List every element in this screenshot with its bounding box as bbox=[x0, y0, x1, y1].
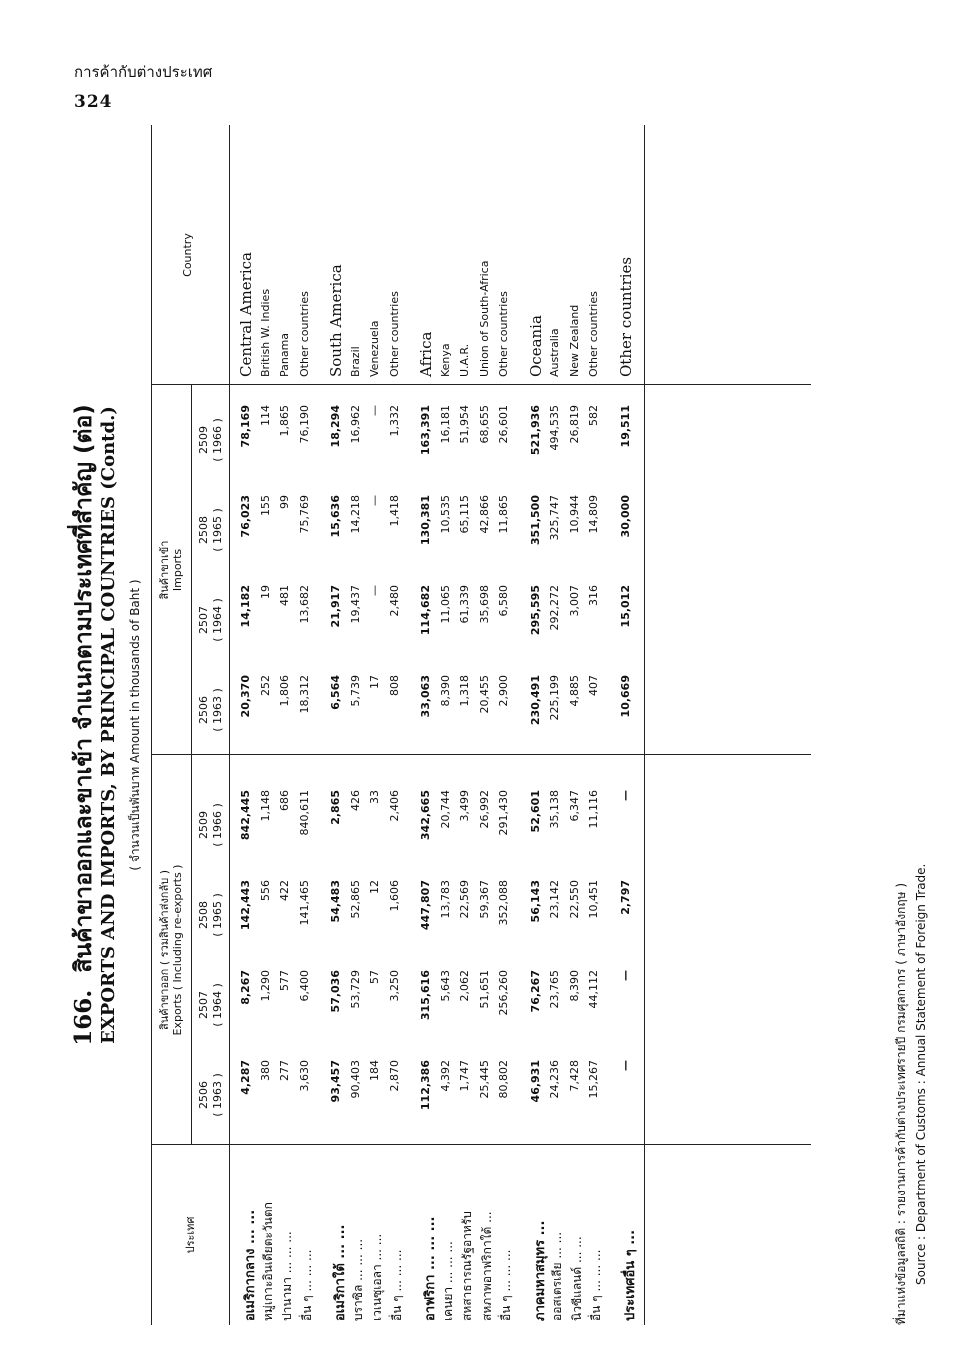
table-cell: 11,065 bbox=[438, 585, 452, 624]
row-label-en: Other countries bbox=[387, 291, 401, 377]
table-cell: 3,499 bbox=[458, 790, 471, 822]
table-cell: 19,437 bbox=[348, 585, 362, 624]
table-cell: 93,457 bbox=[329, 1060, 342, 1103]
table-cell: 20,744 bbox=[438, 790, 452, 829]
rotated-page bbox=[66, 125, 946, 1325]
table-cell: 582 bbox=[587, 405, 600, 426]
row-label-en: British W. Indies bbox=[258, 288, 272, 377]
row-label-en: U.A.R. bbox=[458, 343, 471, 377]
table-cell: 2,480 bbox=[387, 585, 401, 617]
table-cell: 1,865 bbox=[278, 405, 291, 437]
table-cell: 225,199 bbox=[548, 675, 561, 721]
row-label-en: Oceania bbox=[526, 315, 545, 377]
section-header: การค้ากับต่างประเทศ bbox=[74, 63, 213, 81]
row-label-en: Other countries bbox=[297, 291, 311, 377]
year-header: 2509 bbox=[197, 811, 210, 839]
table-cell: 76,190 bbox=[297, 405, 311, 444]
imports-sub-rule bbox=[191, 385, 192, 755]
row-label-en: Central America bbox=[237, 252, 255, 377]
table-cell: 18,312 bbox=[297, 675, 311, 714]
table-cell: 1,290 bbox=[258, 970, 272, 1002]
table-cell: 8,267 bbox=[239, 970, 252, 1005]
table-cell: 19 bbox=[258, 585, 272, 599]
table-cell: 20,455 bbox=[477, 675, 491, 714]
table-cell: 494,535 bbox=[548, 405, 561, 451]
table-cell: 52,601 bbox=[528, 790, 542, 833]
table-cell: 2,062 bbox=[458, 970, 471, 1002]
table-cell: 352,088 bbox=[497, 880, 510, 926]
table-cell: 90,403 bbox=[348, 1060, 362, 1099]
table-cell: 6,347 bbox=[567, 790, 581, 822]
table-cell: 292,272 bbox=[548, 585, 561, 631]
table-cell: 12 bbox=[368, 880, 381, 894]
table-cell: 277 bbox=[278, 1060, 291, 1081]
table-cell: 44,112 bbox=[587, 970, 600, 1009]
table-cell: 4,287 bbox=[239, 1060, 252, 1095]
table-cell: 26,819 bbox=[567, 405, 581, 444]
table-cell: 78,169 bbox=[239, 405, 252, 448]
table-cell: 4,392 bbox=[438, 1060, 452, 1092]
row-label-thai: อเมริกาใต้ ... ... bbox=[333, 1224, 348, 1321]
table-cell: 53,729 bbox=[348, 970, 362, 1009]
table-cell: 295,595 bbox=[528, 585, 542, 636]
table-cell: 16,962 bbox=[348, 405, 362, 444]
table-cell: 130,381 bbox=[419, 495, 432, 546]
table-cell: 521,936 bbox=[528, 405, 542, 456]
table-cell: 141,465 bbox=[297, 880, 311, 926]
year-header-ce: ( 1966 ) bbox=[211, 418, 224, 462]
table-cell: 23,142 bbox=[548, 880, 561, 919]
row-label-en: Other countries bbox=[587, 291, 600, 377]
row-label-thai: ประเทศอื่น ๆ ... bbox=[622, 1229, 638, 1321]
table-cell: 686 bbox=[278, 790, 291, 811]
table-cell: 1,418 bbox=[387, 495, 401, 527]
table-cell: 10,944 bbox=[567, 495, 581, 534]
table-cell: 76,267 bbox=[528, 970, 542, 1013]
table-cell: 14,182 bbox=[239, 585, 252, 628]
table-cell: 2,406 bbox=[387, 790, 401, 822]
table-number: 166. bbox=[70, 989, 97, 1046]
row-label-en: New Zealand bbox=[567, 304, 581, 377]
table-cell: 184 bbox=[368, 1060, 381, 1081]
country-en-header: Country bbox=[181, 233, 194, 277]
table-cell: 26,601 bbox=[497, 405, 510, 444]
table-cell: 11,865 bbox=[497, 495, 510, 534]
exports-en-header: Exports ( Including re-exports ) bbox=[171, 864, 184, 1036]
table-cell: 80,802 bbox=[497, 1060, 510, 1099]
table-cell: 163,391 bbox=[419, 405, 432, 456]
row-label-thai: เวเนซุเอลา ... ... bbox=[370, 1233, 384, 1321]
table-cell: 252 bbox=[258, 675, 272, 696]
table-cell: 13,682 bbox=[297, 585, 311, 624]
col-divider bbox=[151, 384, 811, 385]
year-header: 2507 bbox=[197, 606, 210, 634]
table-cell: — bbox=[618, 970, 632, 981]
table-cell: 6,400 bbox=[297, 970, 311, 1002]
year-header: 2506 bbox=[197, 696, 210, 724]
table-cell: 1,606 bbox=[387, 880, 401, 912]
table-cell: 3,250 bbox=[387, 970, 401, 1002]
table-cell: 17 bbox=[368, 675, 381, 689]
table-cell: — bbox=[368, 405, 381, 416]
year-header-ce: ( 1966 ) bbox=[211, 803, 224, 847]
table-cell: 15,267 bbox=[587, 1060, 600, 1099]
table-cell: 3,007 bbox=[567, 585, 581, 617]
table-cell: 422 bbox=[278, 880, 291, 901]
imports-thai-header: สินค้าขาเข้า bbox=[158, 540, 171, 600]
page-number: 324 bbox=[74, 92, 113, 112]
year-header: 2507 bbox=[197, 991, 210, 1019]
table-cell: 3,630 bbox=[297, 1060, 311, 1092]
row-label-en: Union of South-Africa bbox=[477, 260, 491, 377]
title-english: EXPORTS AND IMPORTS, BY PRINCIPAL COUNTRIES (Contd.) bbox=[98, 406, 119, 1044]
table-bottom-rule bbox=[644, 125, 645, 1325]
table-cell: 21,917 bbox=[329, 585, 342, 628]
table-cell: 291,430 bbox=[497, 790, 510, 836]
row-label-thai: ปานามา ... ... ... bbox=[280, 1231, 294, 1321]
table-top-rule bbox=[151, 125, 152, 1325]
row-label-thai: อื่น ๆ ... ... ... bbox=[499, 1249, 513, 1321]
table-title bbox=[66, 125, 102, 1325]
row-label-thai: อเมริกากลาง ... ... bbox=[243, 1209, 258, 1321]
table-cell: 13,783 bbox=[438, 880, 452, 919]
row-label-thai: อาฟริกา ... ... ... bbox=[423, 1216, 438, 1321]
table-cell: 52,865 bbox=[348, 880, 362, 919]
table-cell: 23,765 bbox=[548, 970, 561, 1009]
table-cell: — bbox=[618, 790, 632, 801]
table-cell: 11,116 bbox=[587, 790, 600, 829]
exports-thai-header: สินค้าขาออก ( รวมสินค้าส่งกลับ ) bbox=[158, 870, 171, 1030]
table-cell: 351,500 bbox=[528, 495, 542, 546]
table-cell: 42,866 bbox=[477, 495, 491, 534]
table-cell: 54,483 bbox=[329, 880, 342, 923]
table-cell: 5,739 bbox=[348, 675, 362, 707]
source-thai: ที่มาแห่งข้อมูลสถิติ : รายงานการค้ากับต่างประเทศรายปี กรมศุลกากร ( ภาษาอังกฤษ ) bbox=[894, 883, 908, 1325]
table-cell: 65,115 bbox=[458, 495, 471, 534]
table-cell: 19,511 bbox=[618, 405, 632, 448]
year-header-ce: ( 1963 ) bbox=[211, 1073, 224, 1117]
table-cell: 76,023 bbox=[239, 495, 252, 538]
header-bottom-rule bbox=[229, 125, 230, 1325]
table-cell: 556 bbox=[258, 880, 272, 901]
row-label-thai: สหสาธารณรัฐอาหรับ bbox=[460, 1211, 474, 1321]
title-thai: สินค้าขาออกและขาเข้า จำแนกตามประเทศที่สำคัญ (ต่อ) bbox=[71, 404, 97, 973]
table-cell: 75,769 bbox=[297, 495, 311, 534]
table-cell: 61,339 bbox=[458, 585, 471, 624]
row-label-en: South America bbox=[327, 264, 345, 377]
table-cell: 22,550 bbox=[567, 880, 581, 919]
table-cell: 316 bbox=[587, 585, 600, 606]
table-cell: 15,012 bbox=[618, 585, 632, 628]
row-label-en: Other countries bbox=[497, 291, 510, 377]
year-header: 2509 bbox=[197, 426, 210, 454]
table-cell: 4,885 bbox=[567, 675, 581, 707]
table-cell: 842,445 bbox=[239, 790, 252, 841]
table-cell: 380 bbox=[258, 1060, 272, 1081]
table-cell: 256,260 bbox=[497, 970, 510, 1016]
row-label-thai: อื่น ๆ ... ... ... bbox=[299, 1249, 314, 1321]
table-cell: 114,682 bbox=[419, 585, 432, 636]
table-cell: 7,428 bbox=[567, 1060, 581, 1092]
table-cell: 35,138 bbox=[548, 790, 561, 829]
table-cell: 24,236 bbox=[548, 1060, 561, 1099]
year-header: 2506 bbox=[197, 1081, 210, 1109]
row-label-en: Australia bbox=[548, 328, 561, 377]
table-cell: 51,651 bbox=[477, 970, 491, 1009]
row-label-thai: อื่น ๆ ... ... ... bbox=[389, 1249, 404, 1321]
table-cell: 59,367 bbox=[477, 880, 491, 919]
row-label-thai: สหภาพอาฟริกาใต้ ... bbox=[479, 1211, 494, 1321]
table-cell: 14,809 bbox=[587, 495, 600, 534]
table-cell: 35,698 bbox=[477, 585, 491, 624]
table-cell: 2,797 bbox=[618, 880, 632, 915]
row-label-thai: หมู่เกาะอินเดียตะวันตก bbox=[260, 1202, 275, 1321]
table-cell: 16,181 bbox=[438, 405, 452, 444]
row-label-thai: นิวซีแลนด์ ... ... bbox=[569, 1236, 584, 1321]
row-label-en: Kenya bbox=[438, 343, 452, 377]
table-cell: 6,564 bbox=[329, 675, 342, 710]
country-thai-header: ประเทศ bbox=[184, 1216, 197, 1254]
table-cell: 25,445 bbox=[477, 1060, 491, 1099]
row-label-en: Africa bbox=[417, 331, 435, 377]
table-cell: — bbox=[368, 495, 381, 506]
table-cell: 577 bbox=[278, 970, 291, 991]
table-cell: 2,870 bbox=[387, 1060, 401, 1092]
table-cell: 8,390 bbox=[567, 970, 581, 1002]
row-label-en: Brazil bbox=[348, 346, 362, 377]
table-cell: 6,580 bbox=[497, 585, 510, 617]
table-cell: 2,900 bbox=[497, 675, 510, 707]
table-cell: 808 bbox=[387, 675, 401, 696]
table-cell: 26,992 bbox=[477, 790, 491, 829]
table-cell: 57 bbox=[368, 970, 381, 984]
row-label-en: Other countries bbox=[616, 256, 635, 377]
table-cell: 10,669 bbox=[618, 675, 632, 718]
row-label-thai: เคนยา ... ... ... bbox=[440, 1241, 455, 1321]
table-cell: 1,332 bbox=[387, 405, 401, 437]
table-cell: 1,318 bbox=[458, 675, 471, 707]
imports-en-header: Imports bbox=[171, 548, 184, 592]
row-label-en: Panama bbox=[278, 332, 291, 377]
table-cell: 1,148 bbox=[258, 790, 272, 822]
table-cell: 14,218 bbox=[348, 495, 362, 534]
row-label-thai: อื่น ๆ ... ... ... bbox=[589, 1249, 603, 1321]
table-cell: 230,491 bbox=[528, 675, 542, 726]
table-cell: 2,865 bbox=[329, 790, 342, 825]
row-label-en: Venezuela bbox=[368, 320, 381, 377]
row-label-thai: บราซิล ... ... ... bbox=[350, 1238, 365, 1321]
table-cell: 426 bbox=[348, 790, 362, 811]
row-label-thai: ออสเตรเลีย ... ... bbox=[550, 1231, 564, 1321]
table-cell: 315,616 bbox=[419, 970, 432, 1021]
table-cell: 112,386 bbox=[419, 1060, 432, 1111]
year-header-ce: ( 1965 ) bbox=[211, 508, 224, 552]
table-cell: — bbox=[368, 585, 381, 596]
table-cell: 46,931 bbox=[528, 1060, 542, 1103]
table-cell: 447,807 bbox=[419, 880, 432, 931]
table-cell: 30,000 bbox=[618, 495, 632, 538]
table-cell: 8,390 bbox=[438, 675, 452, 707]
table-cell: 51,954 bbox=[458, 405, 471, 444]
table-cell: 33,063 bbox=[419, 675, 432, 718]
table-cell: 1,806 bbox=[278, 675, 291, 707]
table-cell: 840,611 bbox=[297, 790, 311, 836]
table-cell: 481 bbox=[278, 585, 291, 606]
table-cell: 1,747 bbox=[458, 1060, 471, 1092]
table-cell: — bbox=[618, 1060, 632, 1071]
table-cell: 142,443 bbox=[239, 880, 252, 931]
table-cell: 342,665 bbox=[419, 790, 432, 841]
table-cell: 114 bbox=[258, 405, 272, 426]
unit-note: ( จำนวนเป็นพันบาท Amount in thousands of Baht ) bbox=[128, 579, 142, 871]
year-header-ce: ( 1964 ) bbox=[211, 598, 224, 642]
table-cell: 68,655 bbox=[477, 405, 491, 444]
year-header: 2508 bbox=[197, 516, 210, 544]
table-cell: 33 bbox=[368, 790, 381, 804]
year-header-ce: ( 1963 ) bbox=[211, 688, 224, 732]
year-header: 2508 bbox=[197, 901, 210, 929]
table-cell: 99 bbox=[278, 495, 291, 509]
table-cell: 10,451 bbox=[587, 880, 600, 919]
row-label-thai: ภาคมหาสมุทร ... bbox=[532, 1220, 548, 1321]
table-cell: 15,636 bbox=[329, 495, 342, 538]
table-cell: 22,569 bbox=[458, 880, 471, 919]
source-english: Source : Department of Customs : Annual Statement of Foreign Trade. bbox=[914, 863, 928, 1285]
table-cell: 325,747 bbox=[548, 495, 561, 541]
year-header-ce: ( 1964 ) bbox=[211, 983, 224, 1027]
table-cell: 10,535 bbox=[438, 495, 452, 534]
table-cell: 57,036 bbox=[329, 970, 342, 1013]
table-cell: 155 bbox=[258, 495, 272, 516]
table-cell: 407 bbox=[587, 675, 600, 696]
table-cell: 18,294 bbox=[329, 405, 342, 448]
table-cell: 20,370 bbox=[239, 675, 252, 718]
exports-sub-rule bbox=[191, 755, 192, 1145]
year-header-ce: ( 1965 ) bbox=[211, 893, 224, 937]
table-cell: 5,643 bbox=[438, 970, 452, 1002]
table-cell: 56,143 bbox=[528, 880, 542, 923]
